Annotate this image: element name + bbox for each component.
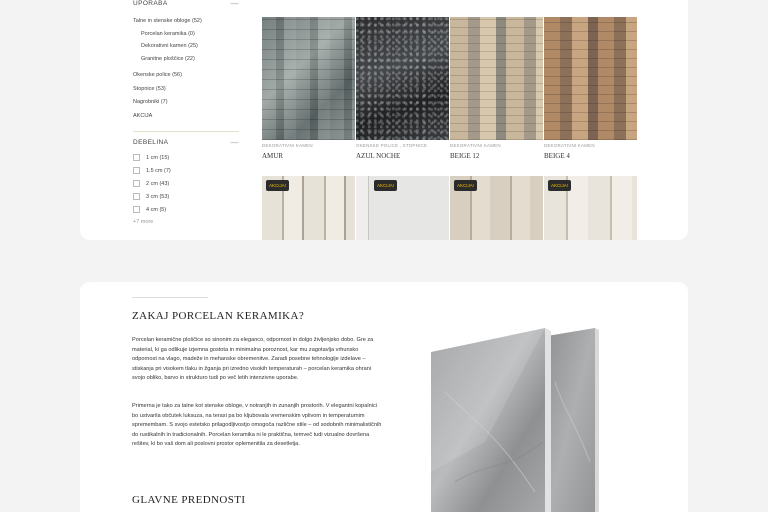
product-name[interactable]: AMUR	[262, 152, 284, 160]
product-category: DEKORATIVNI KAMEN	[544, 143, 595, 148]
filter-debelina-title: DEBELINA	[133, 139, 169, 146]
filter-item[interactable]: Granitne ploščice (22)	[141, 55, 195, 62]
filter-item[interactable]: Dekorativni kamen (25)	[141, 43, 198, 49]
product-name[interactable]: BEIGE 4	[544, 152, 570, 160]
product-card[interactable]	[356, 17, 449, 160]
divider	[133, 131, 239, 132]
filter-item[interactable]: Talne in stenske obloge (52)	[133, 18, 202, 24]
product-name[interactable]: BEIGE 12	[450, 152, 480, 160]
collapse-icon[interactable]: —	[230, 0, 239, 8]
filter-uporaba-header[interactable]	[133, 0, 239, 8]
product-grid	[262, 17, 635, 160]
product-card[interactable]	[450, 17, 543, 160]
checkbox[interactable]	[133, 154, 140, 161]
filter-item[interactable]: AKCIJA	[133, 112, 153, 119]
thickness-option[interactable]	[133, 151, 239, 164]
product-image[interactable]	[262, 17, 355, 140]
product-category: OKENSKE POLICE , STOPNICE	[356, 143, 428, 148]
filter-item[interactable]: Stopnice (53)	[133, 85, 166, 92]
show-more-link[interactable]: +7 more	[133, 219, 154, 225]
front-slab	[431, 328, 551, 512]
filter-item[interactable]: Okenske police (56)	[133, 72, 182, 78]
product-card[interactable]	[544, 17, 637, 160]
section-title: GLAVNE PREDNOSTI	[132, 494, 246, 506]
collapse-icon[interactable]: —	[230, 138, 239, 147]
option-label: 1.5 cm (7)	[146, 167, 171, 174]
filter-sidebar	[133, 0, 239, 225]
product-category: DEKORATIVNI KAMEN	[262, 143, 313, 148]
checkbox[interactable]	[133, 180, 140, 187]
thickness-option[interactable]	[133, 177, 239, 190]
filter-debelina-header[interactable]	[133, 138, 239, 147]
filter-item[interactable]: Porcelan keramika (0)	[141, 30, 195, 37]
product-category: DEKORATIVNI KAMEN	[450, 143, 501, 148]
checkbox[interactable]	[133, 167, 140, 174]
thickness-option[interactable]	[133, 190, 239, 203]
divider	[132, 297, 208, 298]
product-image[interactable]	[544, 17, 637, 140]
product-row-sale	[262, 176, 637, 240]
product-image[interactable]	[450, 17, 543, 140]
article-paragraph: Porcelan keramične ploščice so sinonim za eleganco, odpornost in dolgo življenjsko dobo. Gre za material, ki ga odlikuje izjemna gostota in minimalna poroznost, kar mu zagotavlja vrhunsko odpornost na vlago, madeže in mehanske obremenitve. Zaradi posebne tehnologije izdelave – stiskanja pri visokem tlaku in žganja pri izredno visokih temperaturah – porcelan keramika ohrani svojo obliko, barvo in strukturo tudi po več letih intenzivne uporabe.	[132, 337, 374, 382]
sale-badge: AKCIJA!	[454, 180, 477, 191]
article-title: ZAKAJ PORCELAN KERAMIKA?	[132, 310, 305, 322]
product-image[interactable]	[450, 176, 543, 240]
option-label: 3 cm (53)	[146, 193, 170, 200]
sale-badge: AKCIJA!	[548, 180, 571, 191]
filter-uporaba-title: UPORABA	[133, 0, 168, 7]
option-label: 1 cm (15)	[146, 154, 170, 161]
back-slab	[547, 328, 599, 512]
product-image[interactable]	[544, 176, 637, 240]
article-paragraph: Primerna je tako za talne kot stenske obloge, v notranjih in zunanjih prostorih. V elegantni kopalnici bo ustvarila občutek luksuza, na terasi pa bo kljubovala vremenskim vplivom in temperaturnim spremembam. S svojo estetsko prilagodljivostjo omogoča različne stile – od sodobnih minimalističnih do rustikalnih in tradicionalnih. Porcelan keramika ni le praktična, temveč tudi vizualno dovršena rešitev, ki bo vaš dom ali poslovni prostor oplemenitila za desetletja.	[132, 403, 382, 448]
option-label: 2 cm (43)	[146, 180, 170, 187]
checkbox[interactable]	[133, 193, 140, 200]
thickness-option[interactable]	[133, 203, 239, 216]
product-card[interactable]	[262, 17, 355, 160]
sale-badge: AKCIJA!	[266, 180, 289, 191]
option-label: 4 cm (5)	[146, 206, 167, 213]
porcelain-slab-illustration	[425, 322, 605, 512]
product-name[interactable]: AZUL NOCHE	[356, 152, 401, 160]
product-image[interactable]	[356, 176, 449, 240]
sale-badge: AKCIJA!	[374, 180, 397, 191]
product-image[interactable]	[356, 17, 449, 140]
thickness-option[interactable]	[133, 164, 239, 177]
product-image[interactable]	[262, 176, 355, 240]
checkbox[interactable]	[133, 206, 140, 213]
filter-item[interactable]: Nagrobniki (7)	[133, 99, 168, 105]
